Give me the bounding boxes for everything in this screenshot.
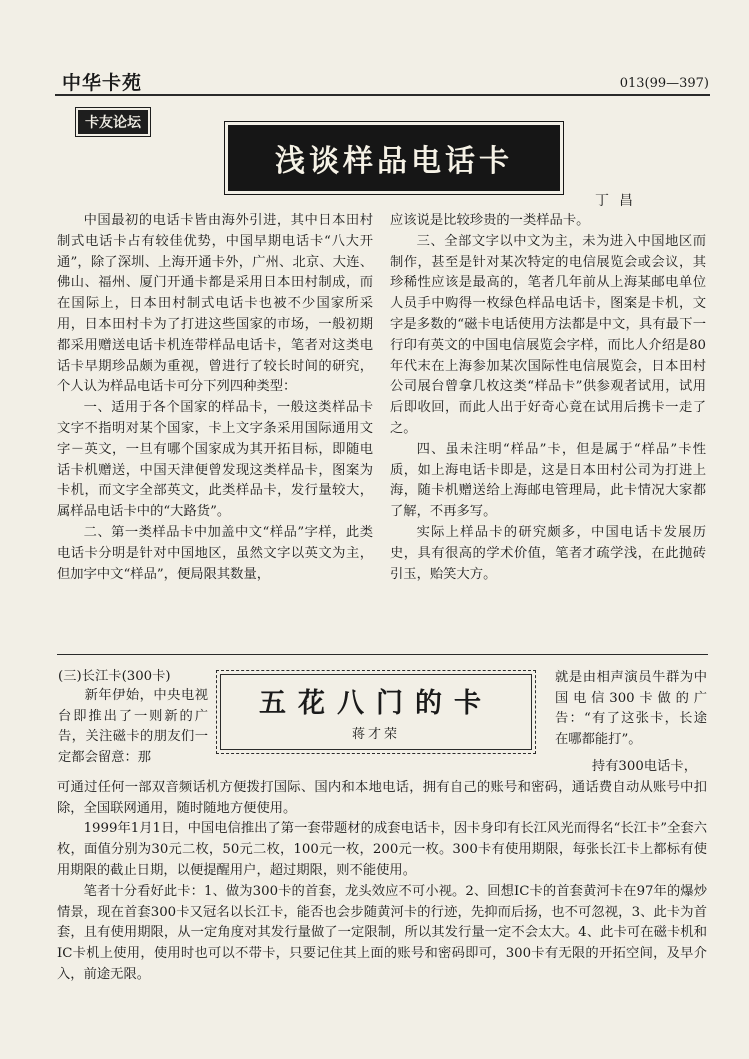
- article1-left-column: [57, 211, 373, 585]
- paragraph: 就是由相声演员牛群为中国电信300卡做的广告：“有了这张卡，长途在哪都能打”。: [555, 670, 707, 747]
- paragraph: 四、虽未注明“样品”卡，但是属于“样品”卡性质，如上海电话卡即是，这是日本田村公司为打进上海，随卡机赠送给上海邮电管理局，此卡情况大家都了解，不再多写。: [390, 441, 706, 520]
- paragraph: 二、第一类样品卡中加盖中文“样品”字样，此类电话卡分明是针对中国地区，虽然文字以英文为主，但加字中文“样品”，便局限其数量，: [57, 524, 373, 582]
- paragraph: 新年伊始，中央电视台即推出了一则新的广告，关注磁卡的朋友们一定都会留意：那: [58, 688, 208, 765]
- article1-right-column: [390, 211, 706, 585]
- article2-title-box: [216, 670, 536, 754]
- paragraph: 一、适用于各个国家的样品卡，一般这类样品卡文字不指明对某个国家，卡上文字条采用国际通用文字－英文，一旦有哪个国家成为其开拓目标，即随电话卡机赠送，中国天津便曾发现这类样品卡，图案为卡机，而文字全部英文，此类样品卡，发行量较大，属样品电话卡中的“大路货”。: [57, 400, 373, 520]
- paragraph: 笔者十分看好此卡：1、做为300卡的首套，龙头效应不可小视。2、回想IC卡的首套黄河卡在97年的爆炒情景，现在首套300卡又冠名以长江卡，能否也会步随黄河卡的行迹，先抑而后扬，也不可忽视，3、此卡为首套，且有使用期限，从一定角度对其发行量做了一定限制，所以其发行量一定不会太大。4、此卡可在磁卡机和IC卡机上使用，使用时也可以不带卡，只要记住其上面的账号和密码即可，300卡有无限的开拓空间，及早介入，前途无限。: [57, 883, 707, 982]
- article2-intro-left: [58, 686, 208, 768]
- article-divider: [57, 654, 708, 655]
- paragraph-continuation: 应该说是比较珍贵的一类样品卡。: [390, 213, 590, 228]
- paragraph: 可通过任何一部双音频话机方便拨打国际、国内和本地电话，拥有自己的账号和密码，通话费自动从账号中扣除，全国联网通用，随时随地方便使用。: [57, 779, 707, 816]
- paragraph-tail: 持有300电话卡，: [591, 759, 697, 774]
- page-number: 013(99—397): [619, 76, 709, 91]
- paragraph: 实际上样品卡的研究颇多，中国电话卡发展历史，具有很高的学术价值，笔者才疏学浅，在此抛砖引玉，贻笑大方。: [390, 524, 706, 582]
- article2-title: 五花八门的卡: [259, 688, 493, 719]
- article2-intro-right: [555, 668, 707, 750]
- header-rule: [55, 94, 710, 96]
- paragraph: 1999年1月1日，中国电信推出了第一套带题材的成套电话卡，因卡身印有长江风光而得名“长江卡”全套六枚，面值分别为30元二枚，50元二枚，100元一枚，200元一枚。300卡有使用期限，每张长江卡上都标有使用期限的截止日期，以便提醒用户，超过期限，则不能使用。: [57, 821, 707, 878]
- article2-author: 蒋才荣: [351, 727, 400, 742]
- paragraph: 中国最初的电话卡皆由海外引进，其中日本田村制式电话卡占有较佳优势，中国早期电话卡“八大开通”，除了深圳、上海开通卡外，广州、北京、大连、佛山、福州、厦门开通卡都是采用日本田村制成，而在国际上，日本田村制式电话卡也被不少国家所采用，日本田村卡为了打进这些国家的市场，一般初期都采用赠送电话卡机连带样品电话卡，笔者对这类电话卡早期珍品颇为重视，曾进行了较长时间的研究，个人认为样品电话卡可分下列四种类型：: [57, 213, 373, 395]
- article1-title-box: [228, 125, 560, 191]
- article1-author: 丁昌: [595, 193, 643, 209]
- paragraph: 三、全部文字以中文为主，未为进入中国地区而制作，甚至是针对某次特定的电信展览会或会议，其珍稀性应该是最高的，笔者几年前从上海某邮电单位人员手中购得一枚绿色样品电话卡，图案是卡机，文字是多数的“磁卡电话使用方法都是中文，具有最下一行印有英文的中国电信展览会字样，而比人介绍是80年代末在上海参加某次国际性电信展览会，日本田村公司展台曾拿几枚这类“样品卡”供参观者试用，试用后即收回，而此人出于好奇心竟在试用后携卡一走了之。: [390, 233, 706, 436]
- article1-title: 浅谈样品电话卡: [275, 144, 513, 179]
- section-header-title: 中华卡苑: [62, 72, 143, 94]
- article2-body: [57, 757, 707, 986]
- article2-subheading: (三)长江卡(300卡): [58, 669, 171, 684]
- column-tag: 卡友论坛: [78, 110, 148, 134]
